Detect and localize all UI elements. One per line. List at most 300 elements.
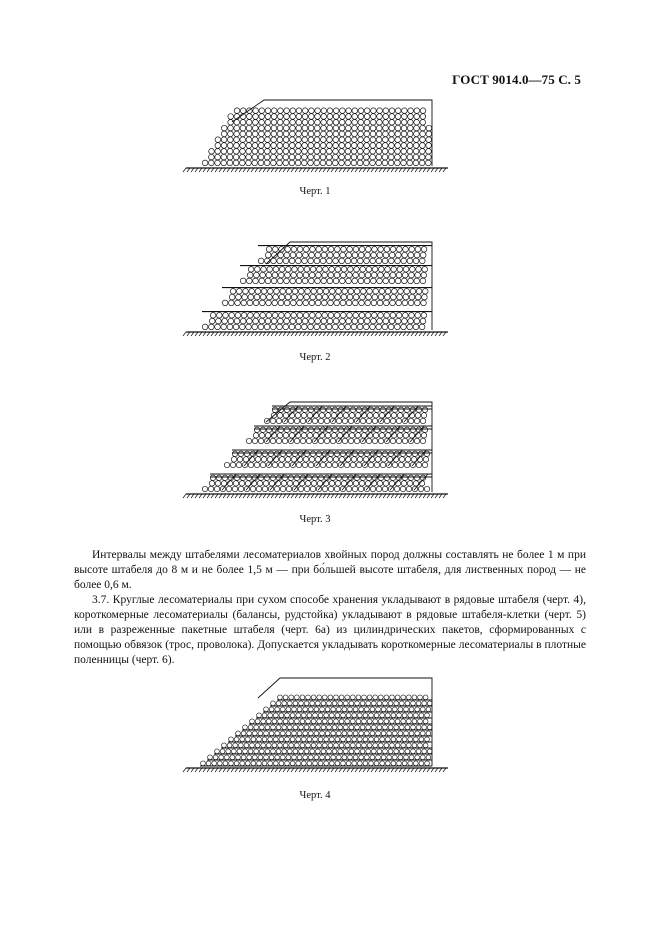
- ground-hatch: [211, 494, 214, 498]
- log-end: [268, 713, 273, 718]
- ground-hatch: [303, 168, 306, 172]
- log-end: [415, 300, 421, 306]
- log-end: [345, 149, 351, 155]
- log-end: [314, 755, 319, 760]
- log-end: [339, 120, 345, 126]
- log-end: [416, 267, 422, 273]
- ground-hatch: [359, 332, 362, 336]
- ground-hatch: [239, 332, 242, 336]
- log-end: [244, 451, 249, 456]
- ground-hatch: [291, 494, 294, 498]
- log-end: [252, 131, 258, 137]
- log-end: [209, 149, 215, 155]
- log-end: [316, 294, 322, 300]
- log-end: [254, 427, 259, 432]
- log-end: [290, 114, 296, 120]
- log-end: [423, 457, 428, 462]
- log-end: [273, 737, 278, 742]
- log-end: [272, 719, 277, 724]
- log-end: [229, 300, 235, 306]
- log-end: [358, 486, 363, 491]
- log-end: [328, 300, 334, 306]
- log-end: [330, 438, 335, 443]
- log-end: [318, 737, 323, 742]
- log-end: [290, 737, 295, 742]
- log-end: [354, 438, 359, 443]
- log-end: [324, 418, 329, 423]
- log-end: [399, 701, 404, 706]
- log-end: [363, 737, 368, 742]
- log-end: [401, 719, 406, 724]
- log-end: [308, 462, 313, 467]
- log-end: [302, 462, 307, 467]
- log-end: [321, 701, 326, 706]
- log-end: [332, 462, 337, 467]
- log-end: [283, 324, 289, 330]
- log-end: [383, 131, 389, 137]
- log-end: [422, 701, 427, 706]
- log-end: [265, 114, 271, 120]
- log-end: [396, 272, 402, 278]
- log-end: [322, 313, 328, 319]
- log-end: [394, 725, 399, 730]
- log-end: [296, 114, 302, 120]
- log-end: [252, 438, 257, 443]
- log-end: [246, 137, 252, 143]
- ground-hatch: [375, 494, 378, 498]
- log-end: [343, 749, 348, 754]
- log-end: [401, 120, 407, 126]
- log-end: [423, 695, 428, 700]
- ground-hatch: [379, 332, 382, 336]
- log-end: [290, 125, 296, 131]
- log-end: [299, 749, 304, 754]
- log-end: [364, 318, 370, 324]
- log-end: [362, 743, 367, 748]
- log-end: [318, 438, 323, 443]
- log-end: [327, 137, 333, 143]
- log-end: [271, 278, 277, 284]
- log-end: [333, 108, 339, 114]
- log-end: [356, 427, 361, 432]
- ground-hatch: [395, 168, 398, 172]
- log-end: [283, 433, 288, 438]
- ground-hatch: [323, 332, 326, 336]
- log-end: [325, 707, 330, 712]
- log-end: [415, 707, 420, 712]
- ground-hatch: [215, 494, 218, 498]
- log-end: [254, 294, 260, 300]
- log-end: [292, 731, 297, 736]
- log-end: [385, 267, 391, 273]
- log-end: [333, 154, 339, 160]
- log-end: [310, 451, 315, 456]
- ground-hatch: [271, 494, 274, 498]
- ground-hatch: [287, 494, 290, 498]
- log-end: [313, 713, 318, 718]
- log-end: [324, 761, 329, 766]
- ground-hatch: [283, 494, 286, 498]
- log-end: [321, 252, 327, 258]
- log-end: [215, 160, 221, 166]
- log-end: [287, 749, 292, 754]
- log-end: [425, 737, 430, 742]
- log-end: [327, 149, 333, 155]
- log-end: [321, 114, 327, 120]
- log-end: [420, 731, 425, 736]
- log-end: [334, 486, 339, 491]
- log-end: [378, 695, 383, 700]
- log-end: [265, 252, 271, 258]
- log-end: [293, 749, 298, 754]
- log-end: [381, 707, 386, 712]
- log-end: [283, 131, 289, 137]
- log-end: [425, 761, 430, 766]
- ground-hatch: [223, 168, 226, 172]
- log-end: [415, 272, 421, 278]
- log-end: [390, 313, 396, 319]
- ground-hatch: [411, 494, 414, 498]
- log-end: [357, 160, 363, 166]
- log-end: [246, 149, 252, 155]
- log-end: [264, 755, 269, 760]
- log-end: [278, 108, 284, 114]
- log-end: [308, 131, 314, 137]
- log-end: [279, 267, 285, 273]
- log-end: [322, 300, 328, 306]
- log-end: [334, 719, 339, 724]
- log-end: [287, 725, 292, 730]
- log-end: [339, 160, 345, 166]
- log-end: [360, 749, 365, 754]
- log-end: [334, 252, 340, 258]
- ground-hatch: [363, 168, 366, 172]
- log-end: [395, 743, 400, 748]
- log-end: [252, 324, 258, 330]
- ground-hatch: [231, 494, 234, 498]
- log-end: [253, 318, 259, 324]
- log-end: [403, 267, 409, 273]
- log-end: [398, 407, 403, 412]
- log-end: [316, 313, 322, 319]
- log-end: [247, 318, 253, 324]
- log-end: [311, 695, 316, 700]
- log-end: [329, 294, 335, 300]
- log-end: [285, 737, 290, 742]
- log-end: [420, 318, 426, 324]
- ground-hatch: [267, 494, 270, 498]
- log-end: [321, 125, 327, 131]
- log-end: [215, 149, 221, 155]
- log-end: [377, 725, 382, 730]
- log-end: [407, 324, 413, 330]
- log-end: [374, 427, 379, 432]
- log-end: [258, 755, 263, 760]
- log-end: [310, 247, 316, 253]
- log-end: [401, 695, 406, 700]
- ground-hatch: [371, 168, 374, 172]
- ground-hatch: [351, 332, 354, 336]
- log-end: [370, 154, 376, 160]
- log-end: [296, 761, 301, 766]
- log-end: [381, 457, 386, 462]
- log-end: [240, 108, 246, 114]
- log-end: [372, 247, 378, 253]
- log-end: [302, 427, 307, 432]
- log-end: [271, 131, 277, 137]
- log-end: [391, 413, 396, 418]
- log-end: [399, 749, 404, 754]
- log-end: [317, 695, 322, 700]
- log-end: [389, 131, 395, 137]
- log-end: [356, 462, 361, 467]
- log-end: [397, 267, 403, 273]
- log-end: [287, 481, 292, 486]
- log-end: [391, 737, 396, 742]
- log-end: [373, 743, 378, 748]
- page-header: ГОСТ 9014.0—75 С. 5: [452, 72, 581, 87]
- log-end: [370, 324, 376, 330]
- log-end: [302, 258, 308, 264]
- log-end: [403, 247, 409, 253]
- log-end: [418, 486, 423, 491]
- ground-hatch: [395, 332, 398, 336]
- log-end: [407, 143, 413, 149]
- log-end: [352, 252, 358, 258]
- log-end: [245, 737, 250, 742]
- log-end: [384, 294, 390, 300]
- ground-hatch: [367, 168, 370, 172]
- log-end: [234, 120, 240, 126]
- log-end: [330, 289, 336, 295]
- log-end: [306, 475, 311, 480]
- log-end: [278, 427, 283, 432]
- figure-2-caption: Черт. 2: [299, 352, 331, 363]
- log-end: [275, 755, 280, 760]
- log-end: [320, 462, 325, 467]
- log-end: [376, 731, 381, 736]
- log-end: [295, 324, 301, 330]
- ground-hatch: [187, 168, 190, 172]
- log-end: [409, 313, 415, 319]
- log-end: [308, 154, 314, 160]
- log-end: [331, 433, 336, 438]
- log-end: [212, 761, 217, 766]
- log-end: [360, 294, 366, 300]
- log-end: [289, 149, 295, 155]
- log-end: [327, 108, 333, 114]
- log-end: [268, 451, 273, 456]
- log-end: [392, 755, 397, 760]
- log-end: [271, 258, 277, 264]
- log-end: [302, 120, 308, 126]
- log-end: [380, 462, 385, 467]
- ground-hatch: [327, 168, 330, 172]
- log-end: [289, 258, 295, 264]
- log-end: [302, 160, 308, 166]
- ground-hatch: [439, 168, 442, 172]
- ground-hatch: [243, 168, 246, 172]
- ground-hatch: [315, 168, 318, 172]
- log-end: [259, 131, 265, 137]
- log-end: [409, 247, 415, 253]
- ground-hatch: [347, 494, 350, 498]
- log-end: [315, 278, 321, 284]
- log-end: [241, 300, 247, 306]
- log-end: [286, 486, 291, 491]
- log-end: [407, 131, 413, 137]
- log-end: [240, 324, 246, 330]
- log-end: [420, 252, 426, 258]
- log-end: [224, 462, 229, 467]
- log-end: [296, 252, 302, 258]
- log-end: [310, 749, 315, 754]
- log-end: [419, 324, 425, 330]
- ground-hatch: [211, 332, 214, 336]
- log-end: [333, 318, 339, 324]
- log-end: [283, 149, 289, 155]
- log-end: [229, 294, 235, 300]
- log-end: [240, 475, 245, 480]
- log-end: [234, 475, 239, 480]
- log-end: [356, 719, 361, 724]
- log-end: [222, 318, 228, 324]
- log-end: [252, 160, 258, 166]
- log-end: [415, 755, 420, 760]
- log-end: [284, 125, 290, 131]
- ground-hatch: [263, 168, 266, 172]
- log-end: [315, 108, 321, 114]
- log-end: [290, 108, 296, 114]
- log-end: [392, 707, 397, 712]
- log-end: [384, 272, 390, 278]
- log-end: [290, 131, 296, 137]
- ground-hatch: [355, 332, 358, 336]
- log-end: [252, 731, 257, 736]
- log-end: [284, 462, 289, 467]
- log-end: [357, 154, 363, 160]
- log-end: [232, 451, 237, 456]
- log-end: [364, 120, 370, 126]
- log-end: [320, 731, 325, 736]
- log-end: [259, 433, 264, 438]
- ground-hatch: [319, 494, 322, 498]
- log-end: [342, 475, 347, 480]
- ground-hatch: [279, 332, 282, 336]
- ground-hatch: [391, 332, 394, 336]
- log-end: [422, 407, 427, 412]
- log-end: [266, 743, 271, 748]
- log-end: [313, 761, 318, 766]
- log-end: [389, 258, 395, 264]
- log-end: [282, 438, 287, 443]
- log-end: [296, 120, 302, 126]
- log-end: [390, 695, 395, 700]
- log-end: [402, 272, 408, 278]
- log-end: [253, 108, 259, 114]
- log-end: [390, 300, 396, 306]
- log-end: [402, 438, 407, 443]
- log-end: [403, 294, 409, 300]
- log-end: [396, 252, 402, 258]
- ground-hatch: [435, 332, 438, 336]
- log-end: [277, 324, 283, 330]
- log-end: [392, 731, 397, 736]
- log-end: [358, 108, 364, 114]
- log-end: [310, 725, 315, 730]
- log-end: [364, 125, 370, 131]
- log-end: [328, 743, 333, 748]
- log-end: [304, 267, 310, 273]
- log-end: [426, 125, 432, 131]
- log-end: [318, 418, 323, 423]
- log-end: [252, 143, 258, 149]
- log-end: [284, 407, 289, 412]
- log-end: [278, 272, 284, 278]
- log-end: [383, 725, 388, 730]
- log-end: [223, 761, 228, 766]
- log-end: [254, 749, 259, 754]
- log-end: [390, 247, 396, 253]
- log-end: [397, 761, 402, 766]
- log-end: [264, 160, 270, 166]
- ground-hatch: [399, 168, 402, 172]
- log-end: [391, 267, 397, 273]
- log-end: [388, 701, 393, 706]
- log-end: [265, 149, 271, 155]
- log-end: [346, 737, 351, 742]
- log-end: [260, 462, 265, 467]
- log-end: [348, 438, 353, 443]
- log-end: [269, 755, 274, 760]
- ground-hatch: [427, 332, 430, 336]
- log-end: [248, 267, 254, 273]
- log-end: [404, 462, 409, 467]
- log-end: [369, 761, 374, 766]
- log-end: [407, 149, 413, 155]
- log-end: [389, 252, 395, 258]
- log-end: [380, 761, 385, 766]
- log-end: [363, 713, 368, 718]
- log-end: [332, 407, 337, 412]
- log-end: [252, 755, 257, 760]
- log-end: [345, 154, 351, 160]
- log-end: [280, 289, 286, 295]
- log-end: [222, 475, 227, 480]
- log-end: [258, 143, 264, 149]
- log-end: [345, 695, 350, 700]
- log-end: [388, 725, 393, 730]
- log-end: [349, 701, 354, 706]
- log-end: [402, 114, 408, 120]
- log-end: [375, 457, 380, 462]
- log-end: [372, 438, 377, 443]
- ground-hatch: [227, 494, 230, 498]
- log-end: [415, 294, 421, 300]
- log-end: [409, 731, 414, 736]
- log-end: [228, 131, 234, 137]
- log-end: [327, 278, 333, 284]
- log-end: [405, 725, 410, 730]
- log-end: [385, 737, 390, 742]
- log-end: [305, 289, 311, 295]
- log-end: [227, 743, 232, 748]
- log-end: [321, 278, 327, 284]
- ground-hatch: [195, 332, 198, 336]
- log-end: [404, 407, 409, 412]
- log-end: [271, 749, 276, 754]
- log-end: [295, 154, 301, 160]
